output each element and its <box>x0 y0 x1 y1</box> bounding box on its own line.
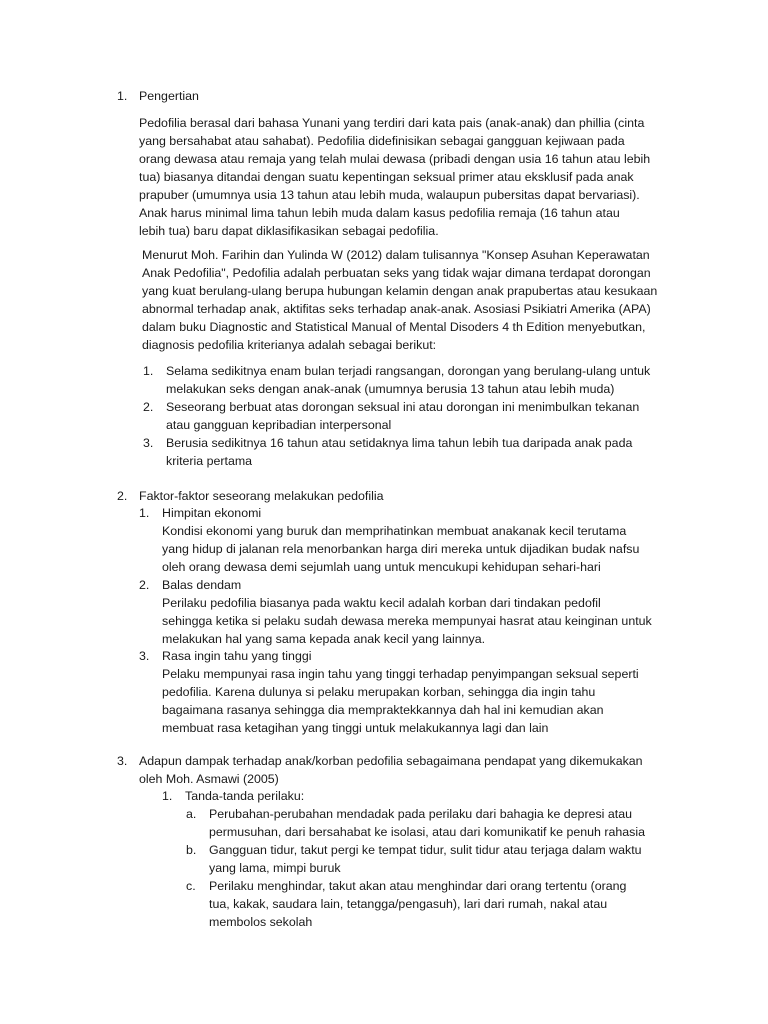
section-number: 2. <box>117 489 128 503</box>
text-line: Seseorang berbuat atas dorongan seksual ini atau dorongan ini menimbulkan tekanan <box>166 400 640 414</box>
text-line: membolos sekolah <box>209 915 313 929</box>
item-text <box>209 841 729 877</box>
text-line: tua) biasanya ditandai dengan suatu kepentingan seksual primer atau eksklusif pada anak <box>139 170 634 184</box>
text-line: Gangguan tidur, takut pergi ke tempat tidur, sulit tidur atau terjaga dalam waktu <box>209 843 642 857</box>
text-line: Anak Pedofilia", Pedofilia adalah perbuatan seks yang tidak wajar dimana terdapat dorongan <box>142 266 651 280</box>
text-line: dalam buku Diagnostic and Statistical Manual of Mental Disoders 4 th Edition menyebutkan, <box>142 320 646 334</box>
item-text <box>209 877 729 931</box>
text-line: sehingga ketika si pelaku sudah dewasa mereka mempunyai hasrat atau keinginan untuk <box>162 614 652 628</box>
paragraph-farihin <box>142 246 682 354</box>
text-line: oleh orang dewasa demi sejumlah uang untuk mencukupi kehidupan sehari-hari <box>162 560 601 574</box>
text-line: Selama sedikitnya enam bulan terjadi rangsangan, dorongan yang berulang-ulang untuk <box>166 364 651 378</box>
item-title: Himpitan ekonomi <box>162 506 262 520</box>
text-line: tua, kakak, saudara lain, tetangga/pengasuh), lari dari rumah, nakal atau <box>209 897 608 911</box>
text-line: Berusia sedikitnya 16 tahun atau setidaknya lima tahun lebih tua daripada anak pada <box>166 436 633 450</box>
text-line: kriteria pertama <box>166 454 253 468</box>
section-title: Pengertian <box>139 89 199 103</box>
text-line: bagaimana rasanya sehingga dia mempraktekkannya dah hal ini kemudian akan <box>162 703 604 717</box>
text-line: atau gangguan kepribadian interpersonal <box>166 418 392 432</box>
item-number: 3. <box>139 649 150 663</box>
text-line: permusuhan, dari bersahabat ke isolasi, atau dari komunikatif ke penuh rahasia <box>209 825 645 839</box>
text-line: Adapun dampak terhadap anak/korban pedofilia sebagaimana pendapat yang dikemukakan <box>139 754 643 768</box>
text-line: Perubahan-perubahan mendadak pada perilaku dari bahagia ke depresi atau <box>209 807 632 821</box>
item-title: Balas dendam <box>162 578 242 592</box>
text-line: Perilaku menghindar, takut akan atau menghindar dari orang tertentu (orang <box>209 879 627 893</box>
text-line: melakukan hal yang sama kepada anak kecil yang lainnya. <box>162 632 486 646</box>
item-number: 1. <box>162 789 173 803</box>
text-line: yang bersahabat atau sahabat). Pedofilia didefinisikan sebagai gangguan kejiwaan pada <box>139 134 625 148</box>
item-text <box>162 665 682 737</box>
text-line: melakukan seks dengan anak-anak (umumnya berusia 13 tahun atau lebih muda) <box>166 382 615 396</box>
paragraph-definition <box>139 114 679 240</box>
item-number: 3. <box>143 436 154 450</box>
item-title: Rasa ingin tahu yang tinggi <box>162 649 312 663</box>
text-line: orang dewasa atau remaja yang telah mulai dewasa (pribadi dengan usia 16 tahun atau lebih <box>139 152 651 166</box>
text-line: Kondisi ekonomi yang buruk dan memprihatinkan membuat anakanak kecil terutama <box>162 524 627 538</box>
text-line: diagnosis pedofilia kriterianya adalah sebagai berikut: <box>142 338 437 352</box>
item-text <box>162 522 682 576</box>
text-line: yang kuat berulang-ulang berupa hubungan kelamin dengan anak prapubertas atau kesukaan <box>142 284 658 298</box>
item-text <box>162 594 682 648</box>
item-text <box>166 362 686 398</box>
text-line: Anak harus minimal lima tahun lebih muda dalam kasus pedofilia remaja (16 tahun atau <box>139 206 620 220</box>
text-line: yang lama, mimpi buruk <box>209 861 341 875</box>
item-text <box>166 398 686 434</box>
item-title: Tanda-tanda perilaku: <box>185 789 305 803</box>
text-line: abnormal terhadap anak, aktifitas seks terhadap anak-anak. Asosiasi Psikiatri Amerika (APA) <box>142 302 651 316</box>
text-line: prapuber (umumnya usia 13 tahun atau lebih muda, walaupun pubersitas dapat bervariasi). <box>139 188 640 202</box>
item-letter: b. <box>186 843 197 857</box>
section-number: 1. <box>117 89 128 103</box>
item-number: 2. <box>139 578 150 592</box>
text-line: pedofilia. Karena dulunya si pelaku merupakan korban, sehingga dia ingin tahu <box>162 685 596 699</box>
text-line: Pedofilia berasal dari bahasa Yunani yang terdiri dari kata pais (anak-anak) dan phillia (cinta <box>139 116 645 130</box>
section-title <box>139 752 679 788</box>
text-line: Pelaku mempunyai rasa ingin tahu yang tinggi terhadap penyimpangan seksual seperti <box>162 667 639 681</box>
text-line: Menurut Moh. Farihin dan Yulinda W (2012) dalam tulisannya "Konsep Asuhan Keperawatan <box>142 248 650 262</box>
item-number: 1. <box>143 364 154 378</box>
item-number: 1. <box>139 506 150 520</box>
item-number: 2. <box>143 400 154 414</box>
item-text <box>166 434 686 470</box>
section-number: 3. <box>117 754 128 768</box>
text-line: Perilaku pedofilia biasanya pada waktu kecil adalah korban dari tindakan pedofil <box>162 596 601 610</box>
text-line: yang hidup di jalanan rela menorbankan harga diri mereka untuk dijadikan budak nafsu <box>162 542 640 556</box>
section-title: Faktor-faktor seseorang melakukan pedofilia <box>139 489 384 503</box>
text-line: oleh Moh. Asmawi (2005) <box>139 772 279 786</box>
text-line: membuat rasa ketagihan yang tinggi untuk melakukannya lagi dan lain <box>162 721 549 735</box>
item-text <box>209 805 729 841</box>
item-letter: c. <box>186 879 196 893</box>
text-line: lebih tua) baru dapat diklasifikasikan sebagai pedofilia. <box>139 224 439 238</box>
item-letter: a. <box>186 807 197 821</box>
